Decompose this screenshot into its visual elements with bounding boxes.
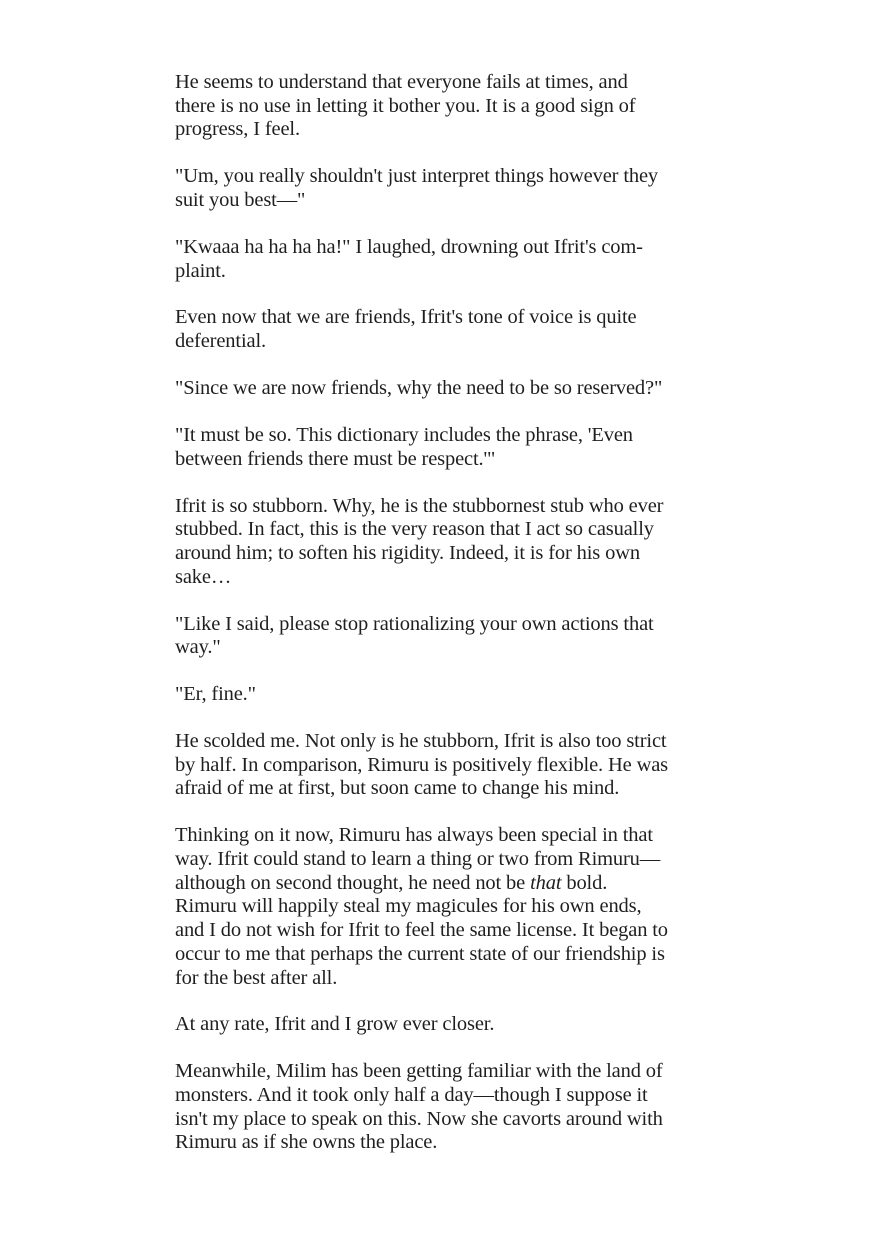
- paragraph: [175, 377, 735, 401]
- text-line: by half. In comparison, Rimuru is positively flexible. He was: [175, 753, 669, 776]
- text-line: between friends there must be respect.'": [175, 447, 496, 470]
- text-line: afraid of me at first, but soon came to change his mind.: [175, 777, 620, 800]
- text-line: At any rate, Ifrit and I grow ever closer.: [175, 1013, 495, 1036]
- text-line: plaint.: [175, 259, 226, 282]
- paragraph: [175, 613, 735, 660]
- text-line: deferential.: [175, 330, 266, 353]
- text-line: "Since we are now friends, why the need to be so reserved?": [175, 377, 663, 400]
- paragraph: [175, 1013, 735, 1037]
- text-line: "Um, you really shouldn't just interpret things however they: [175, 165, 659, 188]
- text-line: occur to me that perhaps the current state of our friendship is: [175, 942, 665, 965]
- text-line: "It must be so. This dictionary includes the phrase, 'Even: [175, 423, 633, 446]
- text-line: monsters. And it took only half a day—though I suppose it: [175, 1084, 648, 1107]
- text-line: "Like I said, please stop rationalizing your own actions that: [175, 612, 654, 635]
- text-line: progress, I feel.: [175, 118, 300, 141]
- paragraph: [175, 424, 735, 471]
- text-line: way.": [175, 636, 221, 659]
- text-line: "Kwaaa ha ha ha ha!" I laughed, drowning out Ifrit's com-: [175, 235, 643, 258]
- text-line: Ifrit is so stubborn. Why, he is the stubbornest stub who ever: [175, 494, 664, 517]
- paragraph: [175, 495, 735, 590]
- text-line: He scolded me. Not only is he stubborn, Ifrit is also too strict: [175, 730, 667, 753]
- text-line: Meanwhile, Milim has been getting familiar with the land of: [175, 1060, 663, 1083]
- text-line: there is no use in letting it bother you. It is a good sign of: [175, 94, 636, 117]
- paragraph: [175, 730, 735, 801]
- text-line: isn't my place to speak on this. Now she cavorts around with: [175, 1107, 663, 1130]
- text-line: although on second thought, he need not be that bold.: [175, 871, 608, 894]
- paragraph: [175, 236, 735, 283]
- paragraph: [175, 683, 735, 707]
- paragraph: [175, 1060, 735, 1155]
- text-line: for the best after all.: [175, 966, 338, 989]
- text-line: stubbed. In fact, this is the very reason that I act so casually: [175, 518, 654, 541]
- text-line: suit you best—": [175, 189, 306, 211]
- text-line: way. Ifrit could stand to learn a thing or two from Rimuru—: [175, 848, 661, 871]
- text-line: Even now that we are friends, Ifrit's tone of voice is quite: [175, 306, 637, 329]
- text-line: Thinking on it now, Rimuru has always been special in that: [175, 824, 653, 847]
- text-line: Rimuru will happily steal my magicules for his own ends,: [175, 895, 642, 918]
- paragraph: [175, 165, 735, 212]
- text-line: and I do not wish for Ifrit to feel the same license. It began to: [175, 919, 668, 942]
- paragraph: [175, 306, 735, 353]
- text-line: around him; to soften his rigidity. Indeed, it is for his own: [175, 541, 640, 564]
- text-line: He seems to understand that everyone fails at times, and: [175, 71, 628, 93]
- text-line: Rimuru as if she owns the place.: [175, 1131, 438, 1154]
- text-line: sake…: [175, 565, 232, 588]
- text-block: [175, 71, 735, 1178]
- paragraph: [175, 71, 735, 142]
- text-line: "Er, fine.": [175, 683, 256, 706]
- paragraph: [175, 824, 735, 990]
